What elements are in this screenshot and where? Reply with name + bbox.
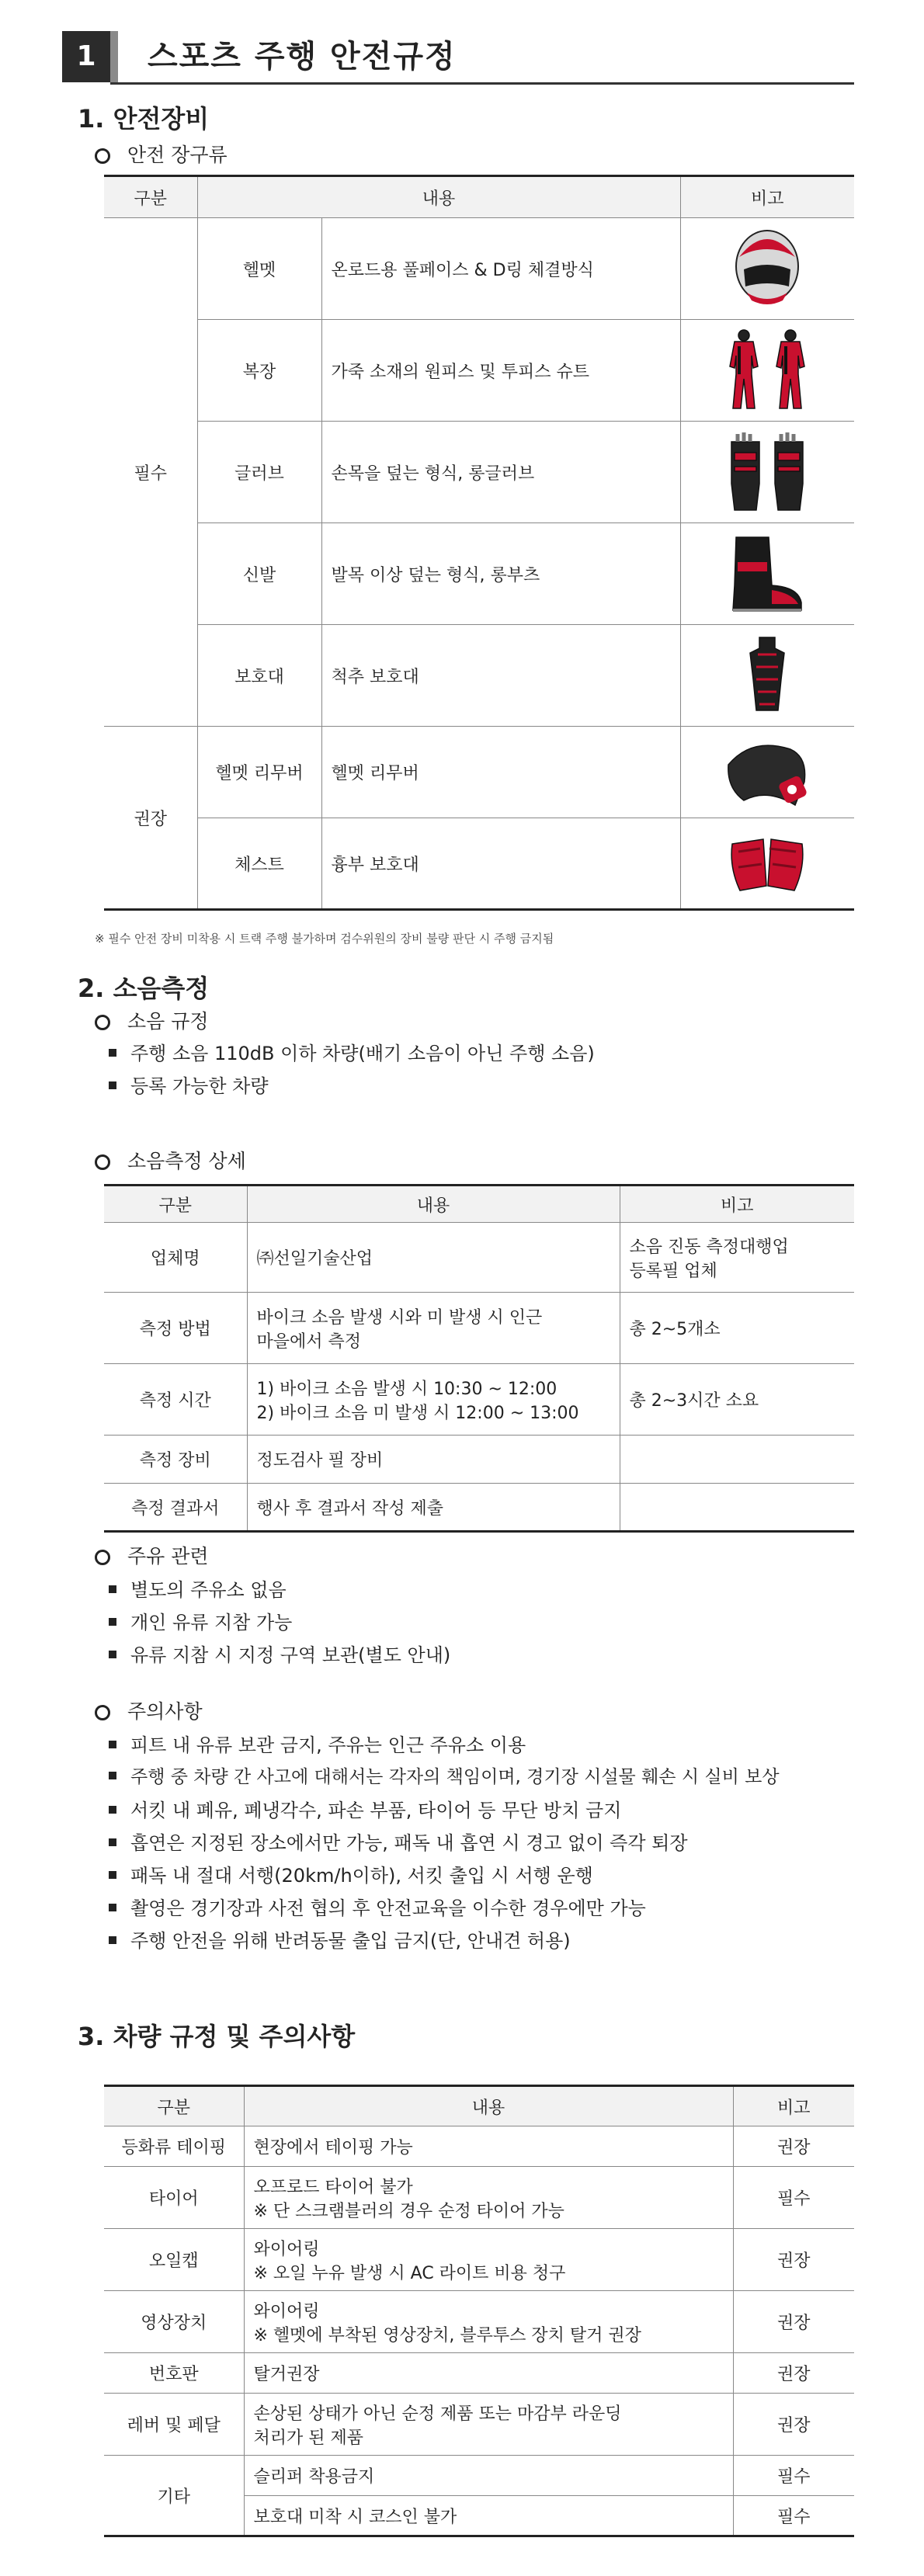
row-content: 정도검사 필 장비 xyxy=(247,1436,620,1484)
bullet-item xyxy=(109,1795,621,1822)
table-header-row xyxy=(104,176,854,218)
row-label: 측정 시간 xyxy=(104,1364,247,1436)
square-bullet-icon xyxy=(109,1081,116,1089)
table-row xyxy=(104,625,854,727)
gear-item: 신발 xyxy=(197,523,321,625)
square-bullet-icon xyxy=(109,1049,116,1057)
table-row xyxy=(104,523,854,625)
bullet-item xyxy=(109,1607,292,1634)
bullet-text: 주행 소음 110dB 이하 차량(배기 소음이 아닌 주행 소음) xyxy=(130,1043,595,1064)
gear-item: 보호대 xyxy=(197,625,321,727)
row-label: 측정 방법 xyxy=(104,1293,247,1364)
row-label: 측정 결과서 xyxy=(104,1484,247,1532)
table-row xyxy=(104,1436,854,1484)
row-remark xyxy=(620,1484,854,1532)
bullet-item xyxy=(109,1574,287,1602)
row-remark: 권장 xyxy=(733,2126,854,2167)
table-row xyxy=(104,2291,854,2353)
subsection-fuel xyxy=(95,1541,209,1569)
table-row xyxy=(104,2353,854,2394)
bullet-item xyxy=(109,1828,688,1855)
square-bullet-icon xyxy=(109,1772,116,1779)
table-row xyxy=(104,1484,854,1532)
row-content: 바이크 소음 발생 시와 미 발생 시 인근 마을에서 측정 xyxy=(247,1293,620,1364)
gear-image xyxy=(680,523,854,625)
gear-item: 헬멧 xyxy=(197,218,321,320)
subsection-cautions xyxy=(95,1696,203,1724)
col-header: 내용 xyxy=(247,1186,620,1223)
gear-image xyxy=(680,625,854,727)
table-row xyxy=(104,2167,854,2229)
gear-item: 헬멧 리무버 xyxy=(197,727,321,818)
bullet-item xyxy=(109,1925,571,1953)
row-content: 오프로드 타이어 불가 ※ 단 스크램블러의 경우 순정 타이어 가능 xyxy=(244,2167,733,2229)
square-bullet-icon xyxy=(109,1585,116,1593)
row-label: 레버 및 페달 xyxy=(104,2394,244,2456)
subsection-label: 소음측정 상세 xyxy=(127,1150,246,1172)
table-header-row xyxy=(104,2086,854,2126)
col-header: 내용 xyxy=(244,2086,733,2126)
gear-desc: 척추 보호대 xyxy=(321,625,680,727)
gear-image xyxy=(680,727,854,818)
safety-note: ※ 필수 안전 장비 미착용 시 트랙 주행 불가하며 검수위원의 장비 불량 판단 시 주행 금지됨 xyxy=(95,932,554,946)
square-bullet-icon xyxy=(109,1838,116,1846)
subsection-label: 주유 관련 xyxy=(127,1545,209,1567)
bullet-text: 피트 내 유류 보관 금지, 주유는 인근 주유소 이용 xyxy=(130,1734,526,1756)
header-underline xyxy=(110,82,854,85)
row-label: 등화류 테이핑 xyxy=(104,2126,244,2167)
square-bullet-icon xyxy=(109,1904,116,1911)
square-bullet-icon xyxy=(109,1618,116,1626)
table-row xyxy=(104,727,854,818)
table-row xyxy=(104,2126,854,2167)
bullet-text: 주행 안전을 위해 반려동물 출입 금지(단, 안내견 허용) xyxy=(130,1930,571,1952)
gloves-icon xyxy=(721,429,814,515)
row-label: 측정 장비 xyxy=(104,1436,247,1484)
col-header: 구분 xyxy=(104,1186,247,1223)
circle-bullet-icon xyxy=(95,1705,110,1720)
gear-image xyxy=(680,818,854,910)
row-remark: 총 2~3시간 소요 xyxy=(620,1364,854,1436)
row-content: 현장에서 테이핑 가능 xyxy=(244,2126,733,2167)
section-number: 1 xyxy=(62,31,110,82)
gear-desc: 가죽 소재의 원피스 및 투피스 슈트 xyxy=(321,320,680,422)
table-row xyxy=(104,320,854,422)
row-label: 번호판 xyxy=(104,2353,244,2394)
racing-suit-icon xyxy=(713,328,822,413)
circle-bullet-icon xyxy=(95,1015,110,1030)
row-remark: 소음 진동 측정대행업 등록필 업체 xyxy=(620,1223,854,1293)
gear-desc: 온로드용 풀페이스 & D링 체결방식 xyxy=(321,218,680,320)
bullet-text: 서킷 내 폐유, 폐냉각수, 파손 부품, 타이어 등 무단 방치 금지 xyxy=(130,1800,622,1821)
row-label: 타이어 xyxy=(104,2167,244,2229)
gear-image xyxy=(680,320,854,422)
back-protector-icon xyxy=(736,633,798,718)
safety-gear-table xyxy=(104,175,854,911)
circle-bullet-icon xyxy=(95,1550,110,1565)
row-remark: 총 2~5개소 xyxy=(620,1293,854,1364)
table-row xyxy=(104,1364,854,1436)
bullet-text: 유류 지참 시 지정 구역 보관(별도 안내) xyxy=(130,1644,451,1666)
row-content: 손상된 상태가 아닌 순정 제품 또는 마감부 라운딩 처리가 된 제품 xyxy=(244,2394,733,2456)
bullet-text: 패독 내 절대 서행(20km/h이하), 서킷 출입 시 서행 운행 xyxy=(130,1865,593,1887)
col-header: 비고 xyxy=(733,2086,854,2126)
subsection-safety-gear xyxy=(95,140,228,168)
row-remark: 필수 xyxy=(733,2496,854,2536)
subsection-noise-detail xyxy=(95,1146,246,1174)
bullet-item xyxy=(109,1038,595,1065)
header-accent-bar xyxy=(110,31,118,82)
col-header: 비고 xyxy=(680,176,854,218)
row-remark: 필수 xyxy=(733,2456,854,2496)
table-row xyxy=(104,1293,854,1364)
bullet-item xyxy=(109,1640,450,1667)
circle-bullet-icon xyxy=(95,148,110,164)
row-content: 보호대 미착 시 코스인 불가 xyxy=(244,2496,733,2536)
row-label: 영상장치 xyxy=(104,2291,244,2353)
bullet-text: 주행 중 차량 간 사고에 대해서는 각자의 책임이며, 경기장 시설물 훼손 시 실비 보상 xyxy=(130,1767,780,1787)
gear-desc: 헬멧 리무버 xyxy=(321,727,680,818)
bullet-text: 별도의 주유소 없음 xyxy=(130,1579,287,1601)
table-row xyxy=(104,218,854,320)
section-3-heading: 3. 차량 규정 및 주의사항 xyxy=(78,2022,356,2051)
table-row xyxy=(104,1223,854,1293)
helmet-remover-icon xyxy=(721,734,814,811)
page-header xyxy=(62,31,854,85)
table-row xyxy=(104,2394,854,2456)
table-row xyxy=(104,818,854,910)
bullet-text: 개인 유류 지참 가능 xyxy=(130,1612,293,1633)
bullet-text: 촬영은 경기장과 사전 협의 후 안전교육을 이수한 경우에만 가능 xyxy=(130,1897,646,1919)
circle-bullet-icon xyxy=(95,1154,110,1170)
table-row xyxy=(104,2229,854,2291)
bullet-item xyxy=(109,1762,780,1788)
col-header: 구분 xyxy=(104,2086,244,2126)
gear-image xyxy=(680,422,854,523)
col-header: 비고 xyxy=(620,1186,854,1223)
chest-protector-icon xyxy=(724,828,810,898)
square-bullet-icon xyxy=(109,1936,116,1944)
bullet-item xyxy=(109,1860,593,1887)
row-label: 오일캡 xyxy=(104,2229,244,2291)
row-content: 와이어링 ※ 헬멧에 부착된 영상장치, 블루투스 장치 탈거 권장 xyxy=(244,2291,733,2353)
section-2-heading: 2. 소음측정 xyxy=(78,974,210,1003)
subsection-label: 주의사항 xyxy=(127,1700,203,1723)
subsection-noise-rules xyxy=(95,1006,209,1034)
gear-item: 체스트 xyxy=(197,818,321,910)
page-title: 스포츠 주행 안전규정 xyxy=(148,39,457,75)
group-required: 필수 xyxy=(104,218,197,727)
row-content: 슬리퍼 착용금지 xyxy=(244,2456,733,2496)
row-remark: 권장 xyxy=(733,2291,854,2353)
row-content: 탈거권장 xyxy=(244,2353,733,2394)
bullet-item xyxy=(109,1893,646,1920)
bullet-item xyxy=(109,1730,526,1757)
gear-desc: 손목을 덮는 형식, 롱글러브 xyxy=(321,422,680,523)
boots-icon xyxy=(721,531,814,616)
table-row xyxy=(104,422,854,523)
gear-desc: 흉부 보호대 xyxy=(321,818,680,910)
table-header-row xyxy=(104,1186,854,1223)
section-1-heading: 1. 안전장비 xyxy=(78,104,210,134)
noise-detail-table xyxy=(104,1184,854,1533)
square-bullet-icon xyxy=(109,1651,116,1658)
row-remark xyxy=(620,1436,854,1484)
square-bullet-icon xyxy=(109,1871,116,1879)
gear-desc: 발목 이상 덮는 형식, 롱부츠 xyxy=(321,523,680,625)
gear-image xyxy=(680,218,854,320)
row-remark: 권장 xyxy=(733,2353,854,2394)
col-header: 구분 xyxy=(104,176,197,218)
subsection-label: 안전 장구류 xyxy=(127,144,228,166)
helmet-icon xyxy=(728,226,806,311)
vehicle-rules-table xyxy=(104,2085,854,2537)
row-content: ㈜선일기술산업 xyxy=(247,1223,620,1293)
subsection-label: 소음 규정 xyxy=(127,1010,209,1033)
table-row xyxy=(104,2456,854,2496)
col-header: 내용 xyxy=(197,176,680,218)
row-remark: 필수 xyxy=(733,2167,854,2229)
row-remark: 권장 xyxy=(733,2394,854,2456)
row-content: 행사 후 결과서 작성 제출 xyxy=(247,1484,620,1532)
group-recommended: 권장 xyxy=(104,727,197,910)
row-content: 와이어링 ※ 오일 누유 발생 시 AC 라이트 비용 청구 xyxy=(244,2229,733,2291)
row-label: 기타 xyxy=(104,2456,244,2536)
bullet-text: 등록 가능한 차량 xyxy=(130,1075,269,1097)
square-bullet-icon xyxy=(109,1741,116,1748)
bullet-text: 흡연은 지정된 장소에서만 가능, 패독 내 흡연 시 경고 없이 즉각 퇴장 xyxy=(130,1832,688,1854)
row-content: 1) 바이크 소음 발생 시 10:30 ~ 12:00 2) 바이크 소음 미 발생 시 12:00 ~ 13:00 xyxy=(247,1364,620,1436)
row-remark: 권장 xyxy=(733,2229,854,2291)
row-label: 업체명 xyxy=(104,1223,247,1293)
bullet-item xyxy=(109,1071,269,1098)
square-bullet-icon xyxy=(109,1806,116,1814)
gear-item: 글러브 xyxy=(197,422,321,523)
gear-item: 복장 xyxy=(197,320,321,422)
